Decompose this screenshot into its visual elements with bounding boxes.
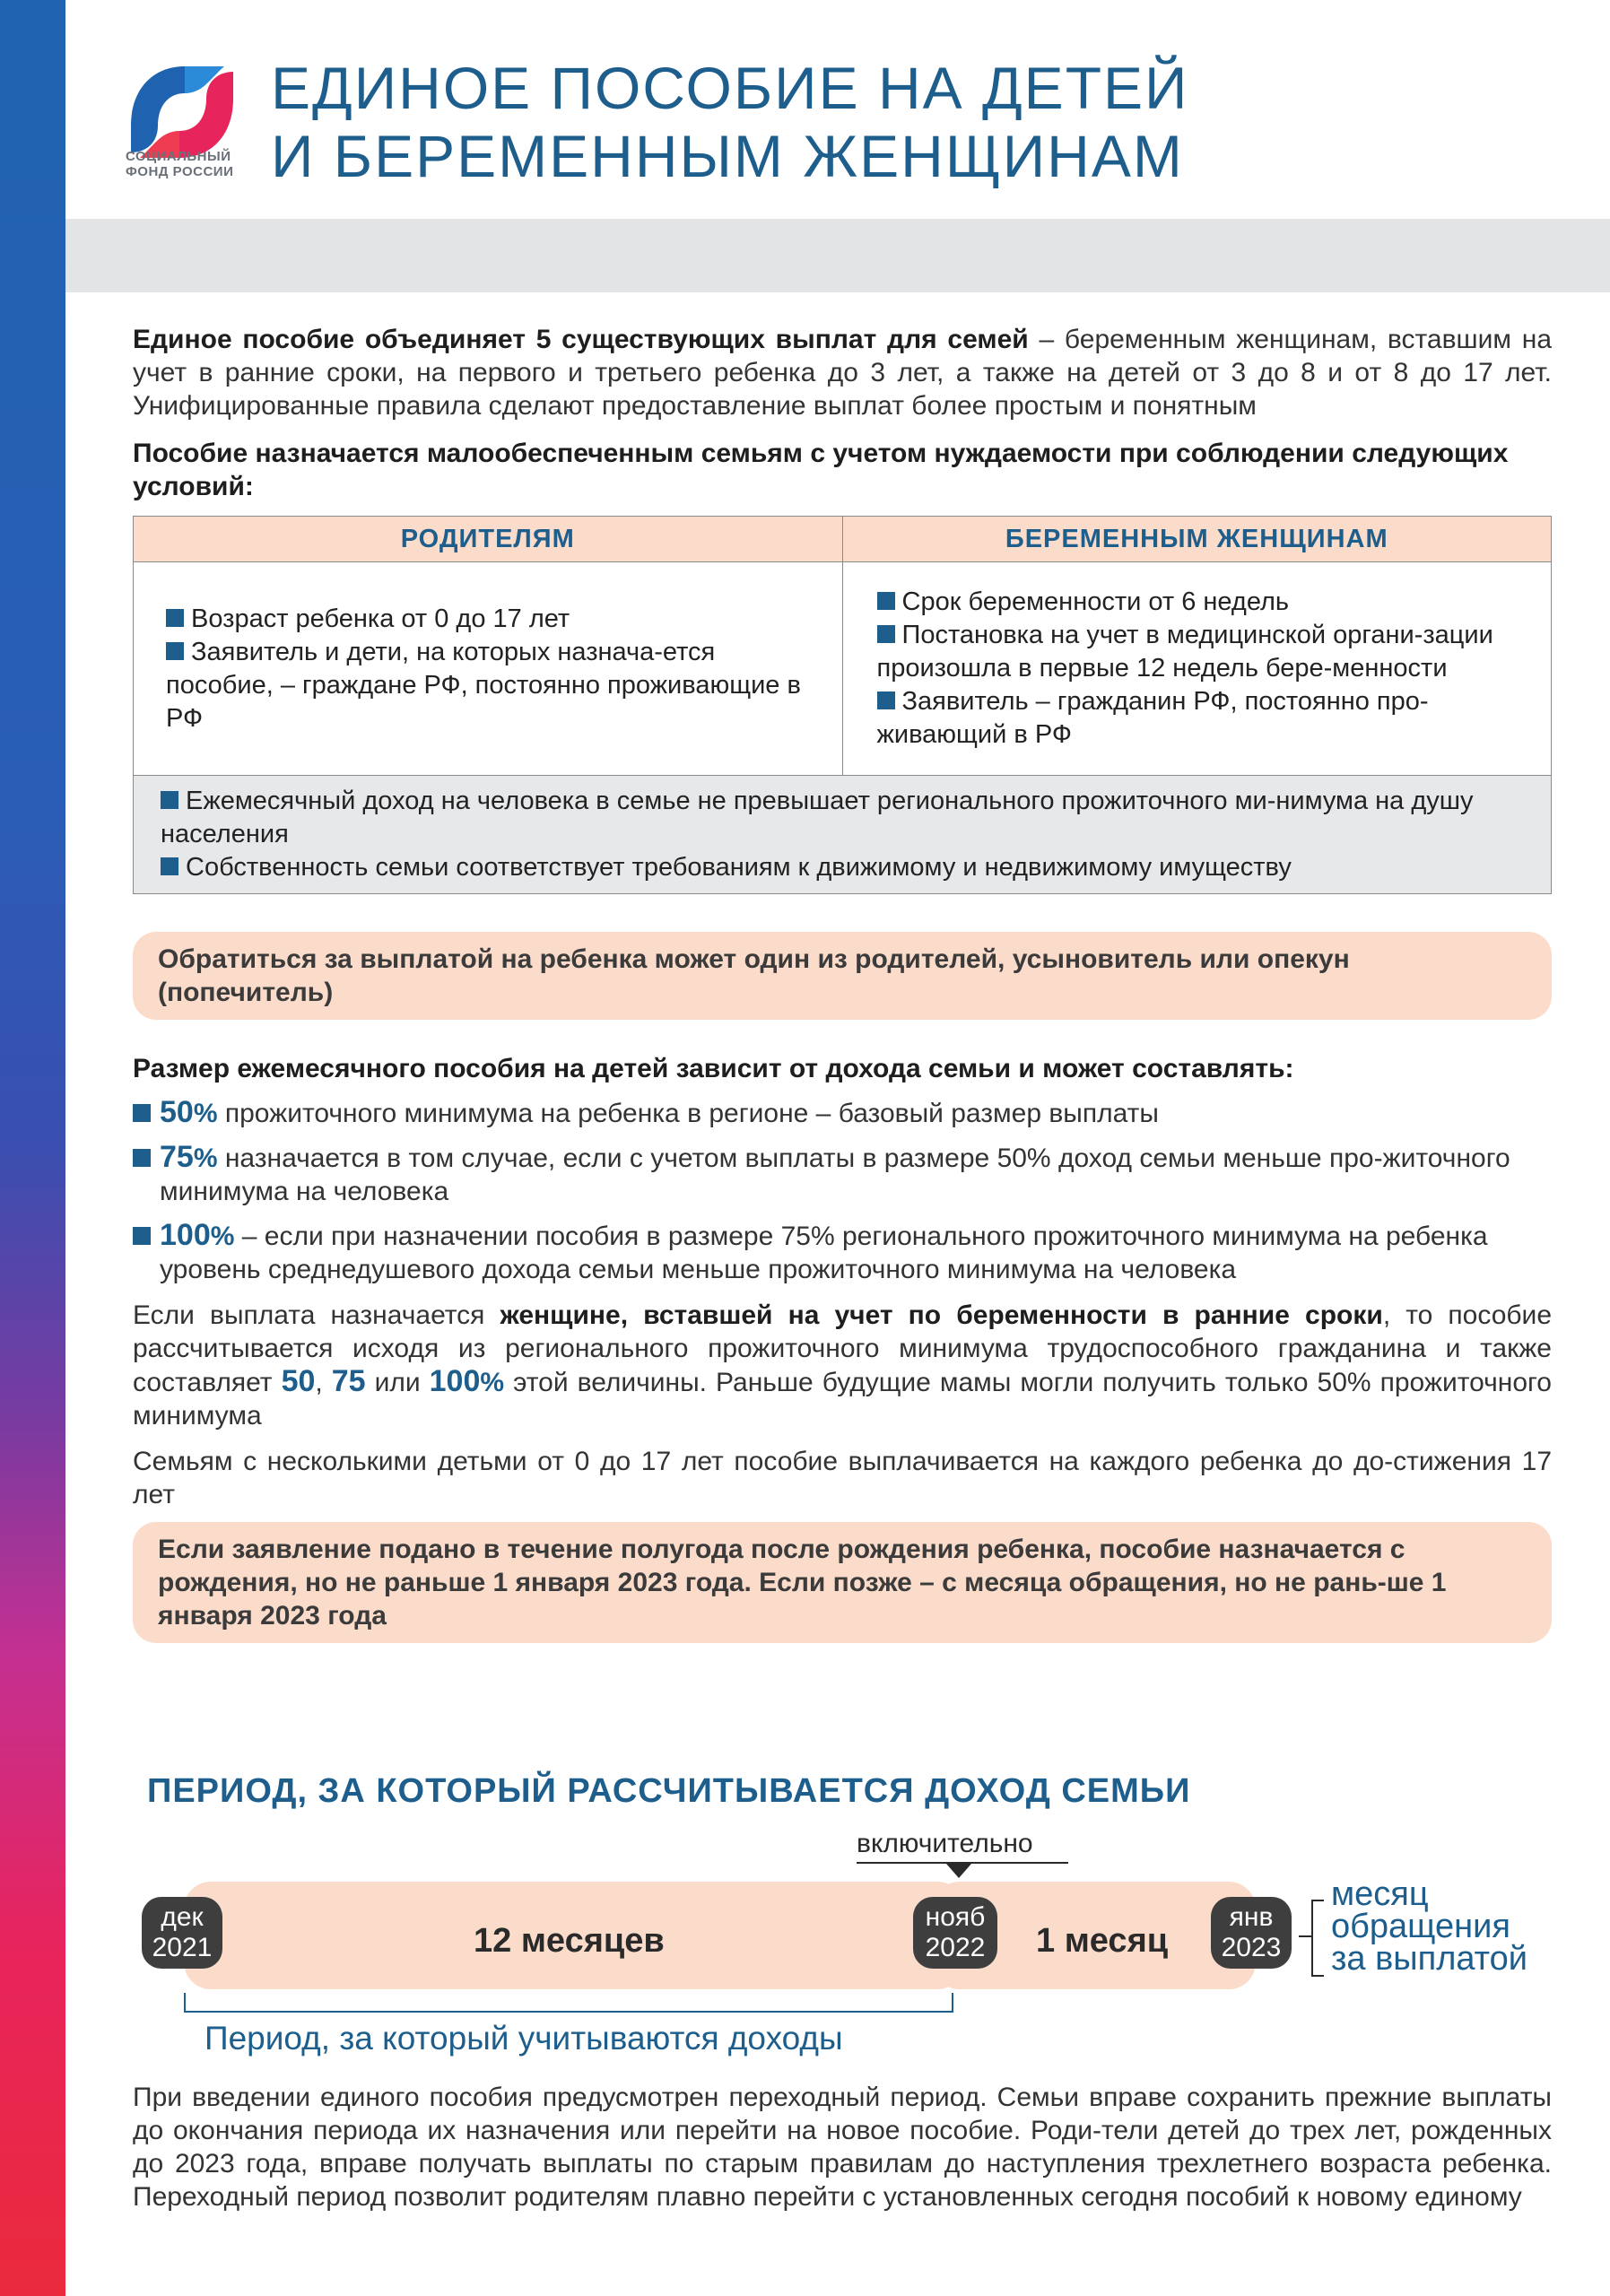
common-conditions-cell: [134, 776, 1552, 894]
preg-n100: 100: [429, 1364, 481, 1398]
size-num: 100: [160, 1218, 211, 1252]
bullet-square-icon: [133, 1227, 151, 1245]
list-item: [161, 851, 1547, 884]
request-bracket: [1311, 1900, 1324, 1977]
span-12-months: 12 месяцев: [474, 1922, 665, 1960]
income-period-label: Период, за который учитываются доходы: [205, 2020, 843, 2057]
month-name: дек: [161, 1902, 204, 1932]
bullet-square-icon: [133, 1149, 151, 1167]
month-badge-jan-2023: [1211, 1897, 1292, 1969]
list-item: [161, 785, 1547, 851]
bullet-square-icon: [877, 691, 895, 709]
logo-caption: [126, 149, 233, 179]
size-pct-sign: %: [193, 1099, 218, 1128]
inclusive-label: включительно: [857, 1829, 1033, 1858]
pregnant-cond-2: Постановка на учет в медицинской органи-зации произошла в первые 12 недель бере-менности: [876, 621, 1493, 683]
size-text: прожиточного минимума на ребенка в регионе – базовый размер выплаты: [217, 1099, 1159, 1128]
conditions-heading: Пособие назначается малообеспеченным семьям с учетом нуждаемости при соблюдении следующих условий:: [133, 439, 1509, 501]
preg-part1: Если выплата назначается: [133, 1300, 500, 1330]
request-bracket-tick: [1299, 1935, 1311, 1937]
col-header-pregnant: БЕРЕМЕННЫМ ЖЕНЩИНАМ: [842, 517, 1552, 562]
bullet-square-icon: [133, 1104, 151, 1122]
intro-bold: Единое пособие объединяет 5 существующих выплат для семей: [133, 325, 1029, 354]
preg-bold: женщине, вставшей на учет по беременности в ранние сроки: [500, 1300, 1383, 1330]
income-period-bracket: [184, 1993, 953, 2013]
list-item: [877, 685, 1534, 752]
common-cond-2: Собственность семьи соответствует требованиям к движимому и недвижимому имуществу: [186, 853, 1292, 882]
apply-note-callout: Обратиться за выплатой на ребенка может один из родителей, усыновитель или опекун (попечитель): [133, 932, 1552, 1020]
size-pct-sign: %: [193, 1144, 218, 1173]
preg-comma: ,: [315, 1368, 332, 1397]
pregnant-cond-1: Срок беременности от 6 недель: [901, 587, 1290, 616]
page-title: [271, 54, 1188, 190]
request-line-2: обращения: [1331, 1908, 1510, 1945]
month-year: 2022: [925, 1933, 986, 1962]
logo-caption-line1: СОЦИАЛЬНЫЙ: [126, 149, 231, 164]
conditions-table: [133, 516, 1552, 894]
preg-pc: %: [480, 1368, 505, 1397]
size-pct-sign: %: [210, 1222, 235, 1251]
request-line-1: месяц: [1331, 1875, 1429, 1913]
bullet-square-icon: [877, 625, 895, 643]
month-badge-dec-2021: [142, 1897, 222, 1969]
bullet-square-icon: [166, 609, 184, 627]
request-month-label: [1331, 1875, 1528, 1978]
multi-children-paragraph: Семьям с несколькими детьми от 0 до 17 лет пособие выплачивается на каждого ребенка до до-стижения 17 лет: [133, 1447, 1552, 1509]
month-name: янв: [1229, 1902, 1274, 1932]
period-title: ПЕРИОД, ЗА КОТОРЫЙ РАССЧИТЫВАЕТСЯ ДОХОД СЕМЬИ: [147, 1772, 1191, 1810]
size-text: – если при назначении пособия в размере 75% регионального прожиточного минимума на ребенка уровень среднедушевого дохода семьи меньше прожиточного минимума на человека: [160, 1222, 1488, 1284]
parents-cond-1: Возраст ребенка от 0 до 17 лет: [191, 604, 570, 633]
transition-paragraph: При введении единого пособия предусмотрен переходный период. Семьи вправе сохранить прежние выплаты до окончания периода их назначения или перейти на новое пособие. Роди-тели детей до трех лет, рожденных до 2023 года, вправе получать выплаты по старым правилам до наступления трехлетнего возраста ребенка. Переходный период позволит родителям плавно перейти с установленных сегодня пособий к новому единому: [133, 2083, 1552, 2212]
col-header-parents: РОДИТЕЛЯМ: [134, 517, 843, 562]
size-text: назначается в том случае, если с учетом выплаты в размере 50% доход семьи меньше про-житочного минимума на человека: [160, 1144, 1510, 1206]
header-divider-band: [65, 219, 1610, 292]
size-heading: Размер ежемесячного пособия на детей зависит от дохода семьи и может составлять:: [133, 1054, 1294, 1083]
common-cond-1: Ежемесячный доход на человека в семье не превышает регионального прожиточного ми-нимума на душу населения: [161, 787, 1474, 848]
preg-part3: этой величины. Раньше будущие мамы могли получить только 50% прожиточного минимума: [133, 1368, 1552, 1431]
preg-part2: , то пособие рассчитывается исходя из регионального прожиточного минимума трудоспособного гражданина и также составляет: [133, 1300, 1553, 1397]
inclusive-arrow-icon: [946, 1864, 971, 1878]
parents-cond-2: Заявитель и дети, на которых назнача-ется пособие, – граждане РФ, постоянно проживающие в РФ: [166, 637, 801, 733]
pregnant-cond-3: Заявитель – гражданин РФ, постоянно про-живающий в РФ: [876, 687, 1429, 749]
preg-n75: 75: [331, 1364, 366, 1398]
span-1-month: 1 месяц: [1036, 1922, 1169, 1960]
size-item-50: [133, 1096, 1552, 1130]
intro-rest: – беременным женщинам, вставшим на учет в ранние сроки, на первого и третьего ребенка до 3 лет, а также на детей от 3 до 8 и от 8 до 17 лет. Унифицированные правила сделают предоставление выплат более простым и понятным: [133, 325, 1552, 421]
title-line-1: ЕДИНОЕ ПОСОБИЕ НА ДЕТЕЙ: [271, 55, 1189, 121]
size-num: 75: [160, 1140, 194, 1174]
request-line-3: за выплатой: [1331, 1940, 1528, 1978]
size-item-100: [133, 1219, 1552, 1286]
bullet-square-icon: [161, 857, 178, 875]
side-gradient-stripe: [0, 0, 65, 2296]
birth-note-callout: Если заявление подано в течение полугода после рождения ребенка, пособие назначается с рождения, но не раньше 1 января 2023 года. Если позже – с месяца обращения, но не рань-ше 1 января 2023 года: [133, 1522, 1552, 1643]
bullet-square-icon: [161, 791, 178, 809]
month-name: нояб: [925, 1902, 986, 1932]
list-item: [877, 586, 1534, 619]
main-content: [133, 323, 1552, 1643]
preg-n50: 50: [281, 1364, 316, 1398]
month-year: 2021: [152, 1933, 213, 1962]
intro-paragraph: [133, 323, 1552, 422]
size-item-75: [133, 1141, 1552, 1208]
bullet-square-icon: [877, 592, 895, 610]
preg-or: или: [365, 1368, 430, 1397]
logo-caption-line2: ФОНД РОССИИ: [126, 164, 234, 179]
list-item: [166, 603, 815, 636]
bullet-square-icon: [166, 642, 184, 660]
parents-conditions-cell: [134, 562, 843, 776]
pregnant-conditions-cell: [842, 562, 1552, 776]
title-line-2: И БЕРЕМЕННЫМ ЖЕНЩИНАМ: [271, 123, 1184, 189]
size-num: 50: [160, 1095, 194, 1129]
pregnant-paragraph: [133, 1299, 1552, 1432]
list-item: [877, 619, 1534, 685]
month-badge-nov-2022: [913, 1897, 997, 1969]
list-item: [166, 636, 815, 735]
month-year: 2023: [1221, 1933, 1282, 1962]
